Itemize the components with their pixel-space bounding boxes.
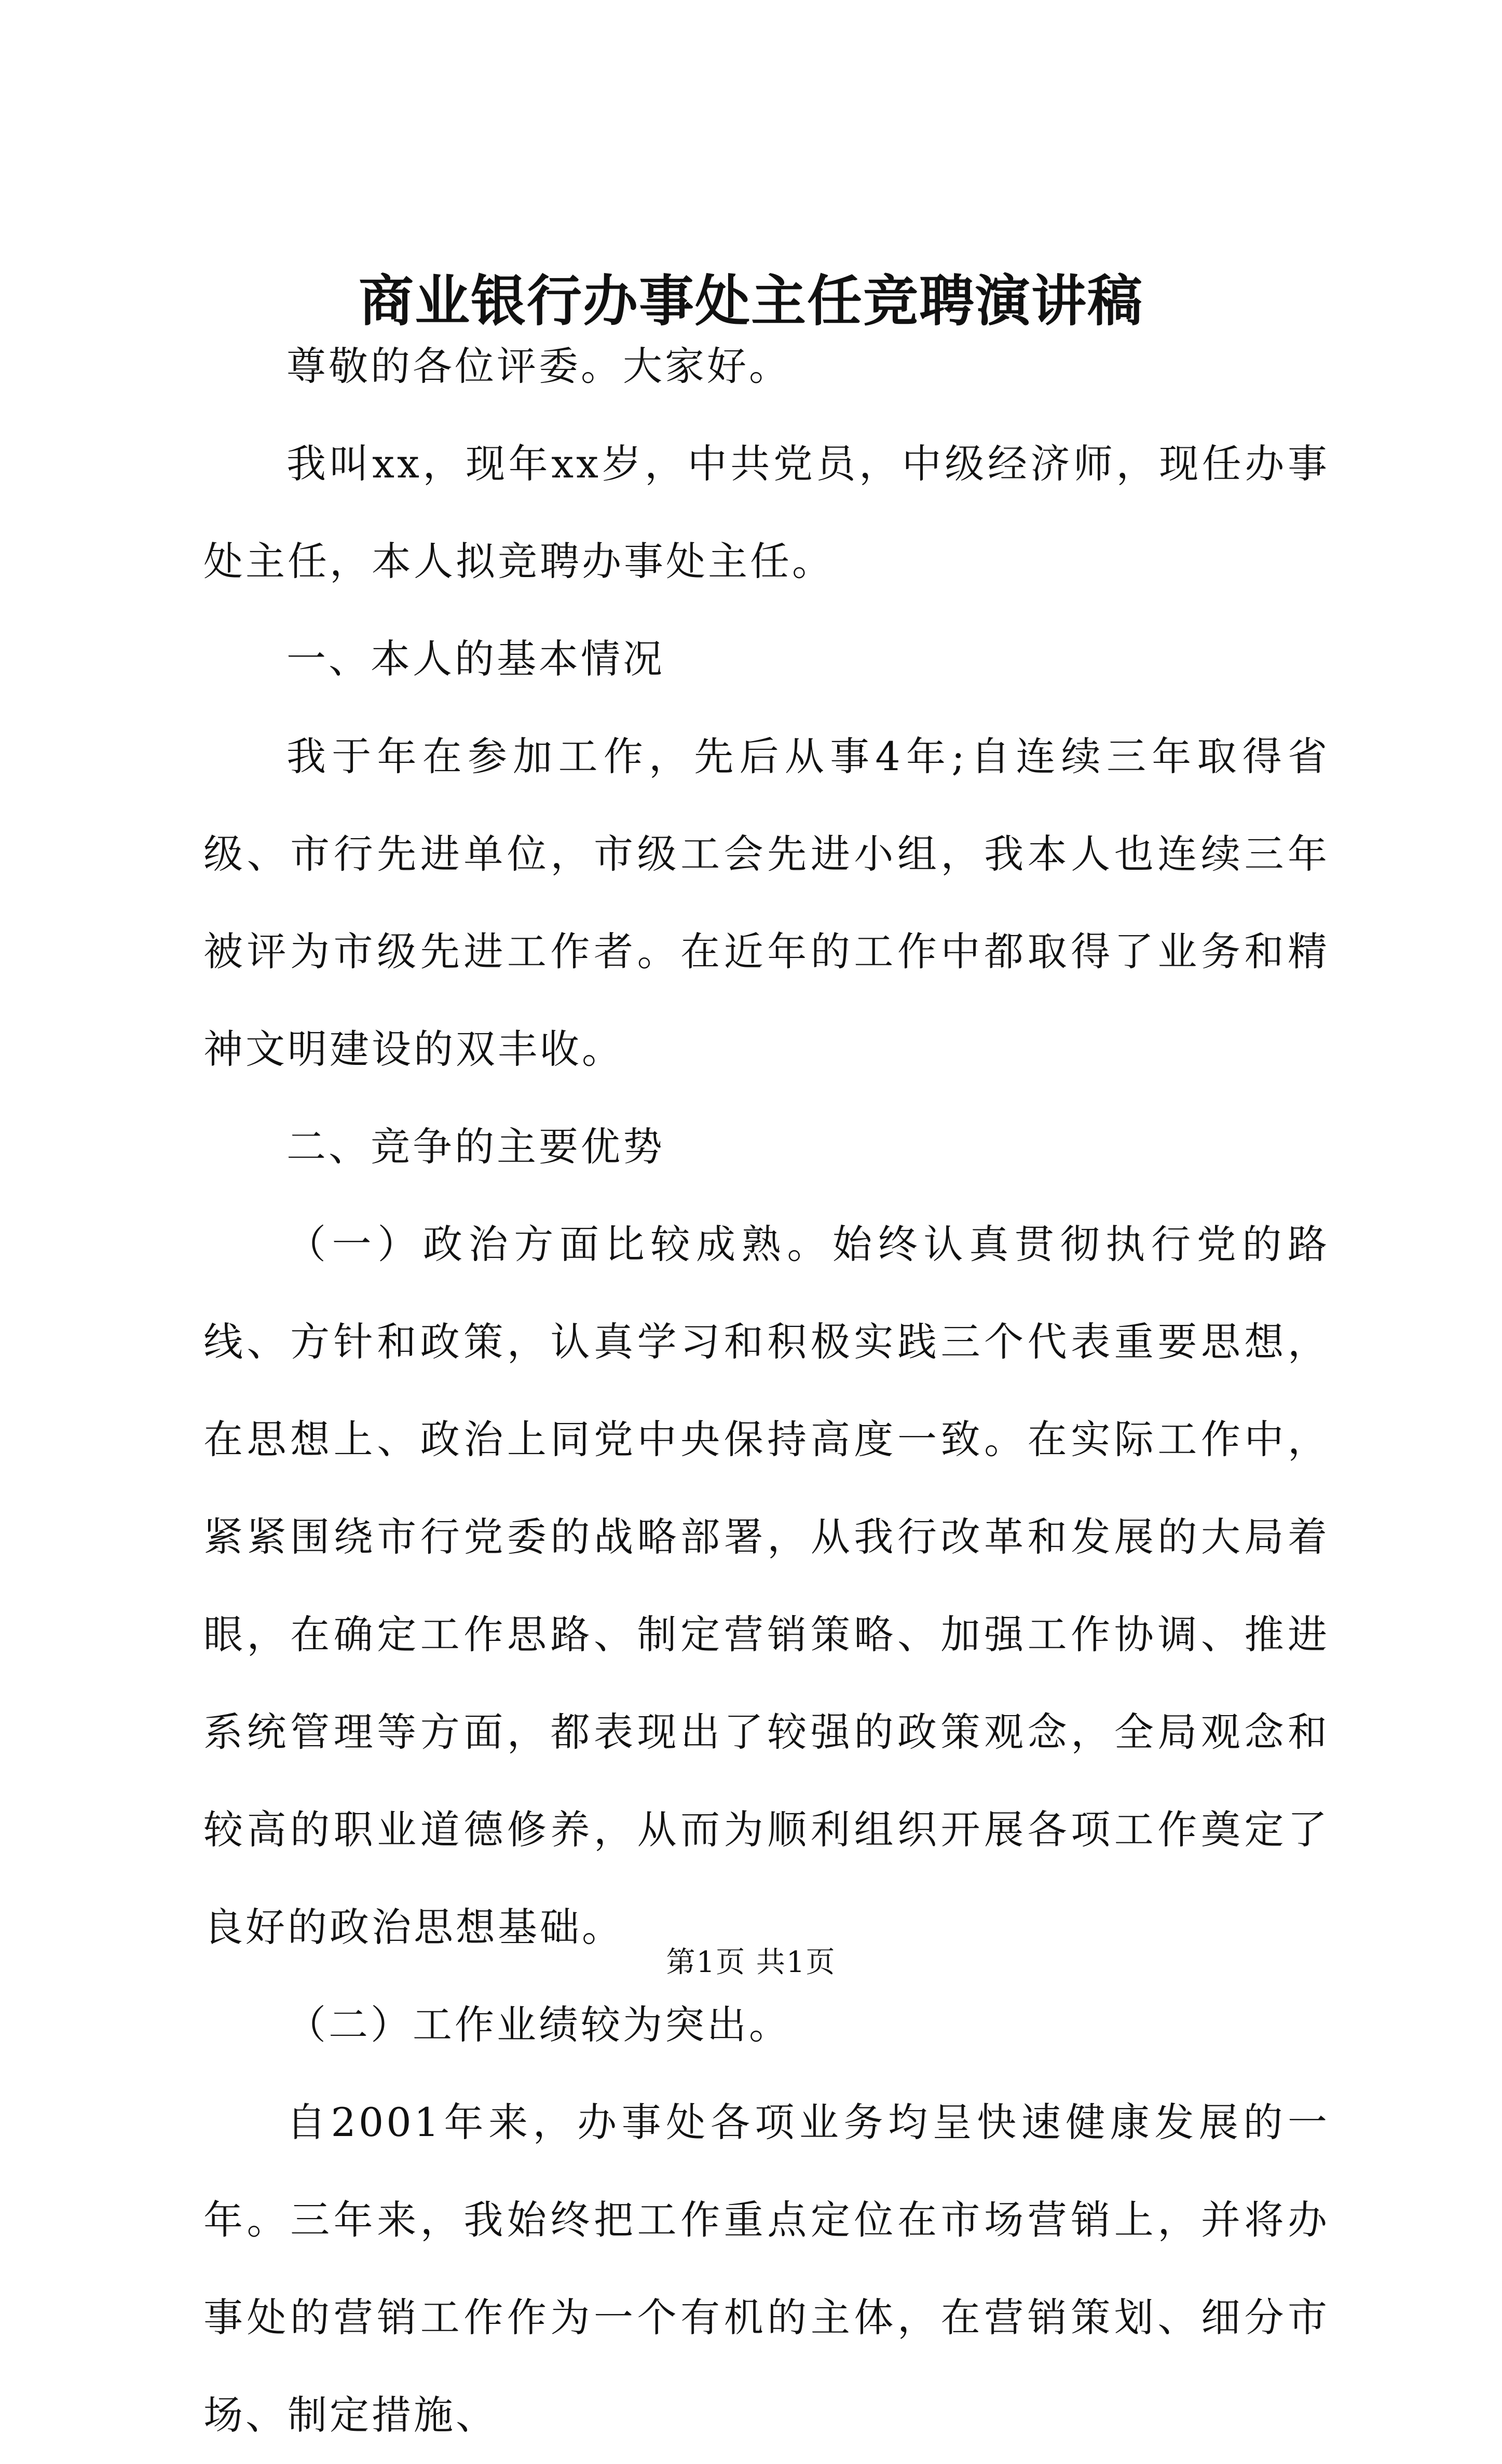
paragraph-self-intro: 我叫xx，现年xx岁，中共党员，中级经济师，现任办事处主任，本人拟竞聘办事处主任。 — [203, 441, 1330, 584]
paragraph-performance: 自2001年来，办事处各项业务均呈快速健康发展的一年。三年来，我始终把工作重点定位在市场营销上，并将办事处的营销工作作为一个有机的主体，在营销策划、细分市场、制定措施、 — [203, 2099, 1330, 2438]
document-body — [203, 318, 1330, 2464]
document-title: 商业银行办事处主任竞聘演讲稿 — [359, 268, 1143, 333]
paragraph-basic-info: 我于年在参加工作，先后从事4年;自连续三年取得省级、市行先进单位，市级工会先进小组，我本人也连续三年被评为市级先进工作者。在近年的工作中都取得了业务和精神文明建设的双丰收。 — [203, 733, 1330, 1072]
paragraph-greeting: 尊敬的各位评委。大家好。 — [286, 343, 791, 389]
section-heading-advantages: 二、竞争的主要优势 — [286, 1124, 665, 1170]
section-heading-basic-info: 一、本人的基本情况 — [286, 636, 665, 682]
paragraph-political: （一）政治方面比较成熟。始终认真贯彻执行党的路线、方针和政策，认真学习和积极实践三个代表重要思想，在思想上、政治上同党中央保持高度一致。在实际工作中，紧紧围绕市行党委的战略部署，从我行改革和发展的大局着眼，在确定工作思路、制定营销策略、加强工作协调、推进系统管理等方面，都表现出了较强的政策观念，全局观念和较高的职业道德修养，从而为顺利组织开展各项工作奠定了良好的政治思想基础。 — [203, 1221, 1330, 1950]
subheading-performance: （二）工作业绩较为突出。 — [286, 2002, 791, 2048]
page-number-footer: 第1页 共1页 — [666, 1946, 836, 1979]
